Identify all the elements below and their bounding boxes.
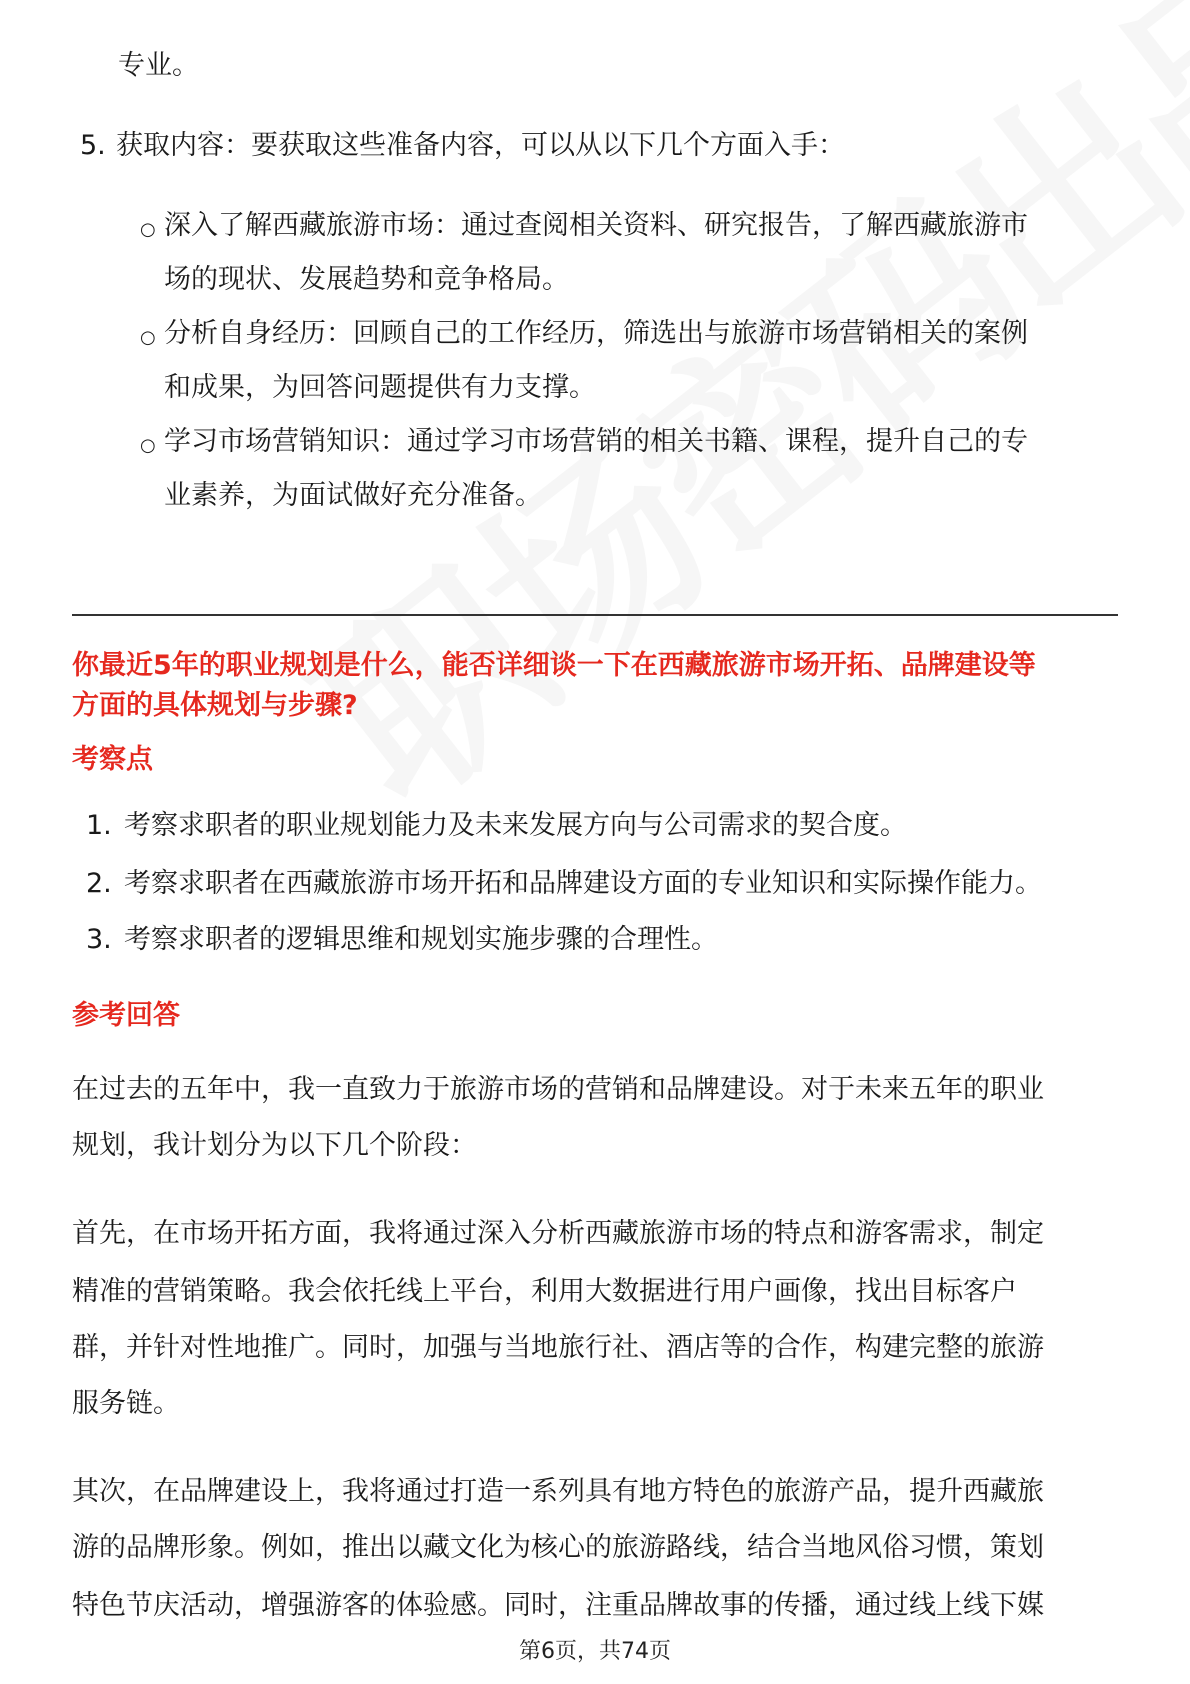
- question-title: 方面的具体规划与步骤?: [72, 690, 358, 721]
- focus-heading: 考察点: [72, 744, 153, 775]
- continuation-text: 专业。: [118, 50, 199, 81]
- list-number: 1.: [86, 810, 112, 841]
- bullet-text: 分析自身经历：回顾自己的工作经历，筛选出与旅游市场营销相关的案例: [164, 318, 1028, 349]
- bullet-text: 场的现状、发展趋势和竞争格局。: [164, 264, 569, 295]
- answer-text: 游的品牌形象。例如，推出以藏文化为核心的旅游路线，结合当地风俗习惯，策划: [72, 1532, 1044, 1563]
- bullet-text: 业素养，为面试做好充分准备。: [164, 480, 542, 511]
- list-number: 2.: [86, 868, 112, 899]
- answer-text: 精准的营销策略。我会依托线上平台，利用大数据进行用户画像，找出目标客户: [72, 1276, 1017, 1307]
- bullet-marker: ○: [140, 219, 156, 240]
- bullet-text: 学习市场营销知识：通过学习市场营销的相关书籍、课程，提升自己的专: [164, 426, 1028, 457]
- focus-item: 考察求职者的逻辑思维和规划实施步骤的合理性。: [124, 924, 718, 955]
- answer-text: 首先，在市场开拓方面，我将通过深入分析西藏旅游市场的特点和游客需求，制定: [72, 1218, 1044, 1249]
- bullet-text: 深入了解西藏旅游市场：通过查阅相关资料、研究报告，了解西藏旅游市: [164, 210, 1028, 241]
- list-number: 5.: [80, 130, 106, 161]
- answer-text: 规划，我计划分为以下几个阶段：: [72, 1130, 477, 1161]
- answer-text: 特色节庆活动，增强游客的体验感。同时，注重品牌故事的传播，通过线上线下媒: [72, 1590, 1044, 1621]
- question-title: 你最近5年的职业规划是什么，能否详细谈一下在西藏旅游市场开拓、品牌建设等: [72, 650, 1036, 681]
- answer-text: 服务链。: [72, 1388, 180, 1419]
- section-divider: [72, 614, 1118, 616]
- answer-heading: 参考回答: [72, 1000, 180, 1031]
- bullet-marker: ○: [140, 435, 156, 456]
- page-footer: 第6页，共74页: [519, 1639, 671, 1664]
- focus-item: 考察求职者的职业规划能力及未来发展方向与公司需求的契合度。: [124, 810, 907, 841]
- answer-text: 其次，在品牌建设上，我将通过打造一系列具有地方特色的旅游产品，提升西藏旅: [72, 1476, 1044, 1507]
- list-item-text: 获取内容：要获取这些准备内容，可以从以下几个方面入手：: [116, 130, 845, 161]
- focus-item: 考察求职者在西藏旅游市场开拓和品牌建设方面的专业知识和实际操作能力。: [124, 868, 1042, 899]
- answer-text: 群，并针对性地推广。同时，加强与当地旅行社、酒店等的合作，构建完整的旅游: [72, 1332, 1044, 1363]
- answer-text: 在过去的五年中，我一直致力于旅游市场的营销和品牌建设。对于未来五年的职业: [72, 1074, 1044, 1105]
- list-number: 3.: [86, 924, 112, 955]
- bullet-marker: ○: [140, 327, 156, 348]
- bullet-text: 和成果，为回答问题提供有力支撑。: [164, 372, 596, 403]
